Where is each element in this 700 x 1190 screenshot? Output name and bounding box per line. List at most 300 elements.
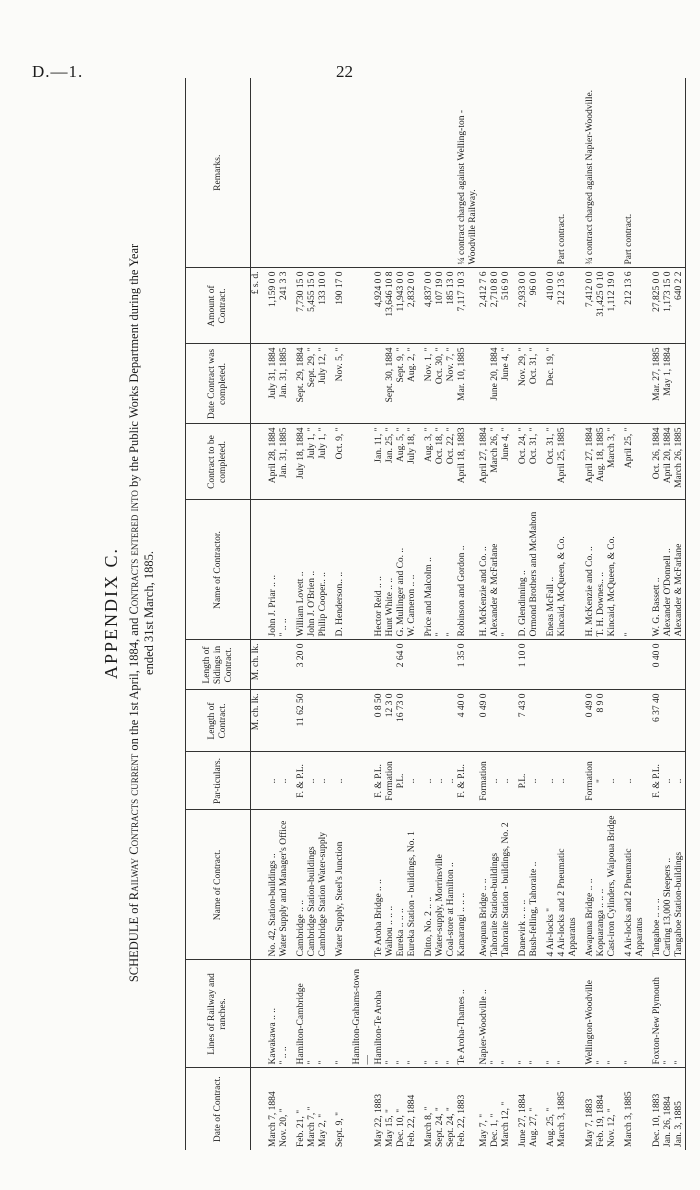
col-amount: Amount of Contract. [186, 268, 251, 344]
cell-sid [540, 640, 557, 690]
cell-contractor: Philip Cooper.. .. [318, 500, 329, 640]
cell-name: Water-supply, Morrinsville [435, 810, 446, 960]
table-row [479, 78, 490, 1150]
cell-date: Sept. 24, " [435, 1107, 445, 1147]
cell-amount [346, 268, 374, 344]
cell-lines: Wellington-Woodville [579, 960, 596, 1068]
col-date: Date of Contract. [186, 1068, 251, 1150]
cell-date: Jan. 3, 1885 [674, 1068, 686, 1150]
cell-len: 11 62 50 [290, 690, 307, 752]
cell-remarks [418, 78, 435, 268]
cell-date: March 7, 1884 [268, 1091, 278, 1147]
cell-len [618, 690, 646, 752]
cell-lines: Napier-Woodville .. [479, 960, 490, 1068]
cell-tbc: Jan. 11, " [374, 424, 385, 500]
cell-date: Aug. 25, " [546, 1107, 556, 1147]
cell-lines: " [418, 960, 435, 1068]
cell-sid: 1 35 0 [457, 640, 479, 690]
cell-contractor: H. McKenzie and Co. .. [579, 500, 596, 640]
table-row [490, 78, 501, 1150]
cell-sid [262, 640, 279, 690]
cell-remarks [540, 78, 557, 268]
cell-remarks [501, 78, 512, 268]
cell-contractor [251, 500, 263, 640]
table-row [329, 78, 346, 1150]
cell-part [346, 752, 374, 810]
cell-lines: " [318, 960, 329, 1068]
cell-remarks [262, 78, 279, 268]
schedule-subtitle: SCHEDULE of Railway Contracts current on the 1st April, 1884, and Contracts entered into by the Public Works Department during the Year [127, 243, 141, 983]
cell-sid [579, 640, 596, 690]
table-row [596, 78, 607, 1150]
cell-remarks [307, 78, 318, 268]
cell-sid: 2 64 0 [396, 640, 407, 690]
cell-date: Dec. 10, 1883 [652, 1093, 662, 1147]
cell-part: .. [329, 752, 346, 810]
cell-amount: 212 13 6 [557, 268, 579, 344]
cell-part: .. [663, 752, 674, 810]
cell-date: May 15, " [385, 1109, 395, 1147]
rotated-page [100, 74, 684, 1152]
cell-done: Mar. 10, 1885 [457, 344, 479, 424]
cell-amount: 27,825 0 0 [646, 268, 663, 344]
cell-contractor: D. Glendinning .. [512, 500, 529, 640]
cell-lines: " [307, 960, 318, 1068]
cell-amount: 516 9 0 [501, 268, 512, 344]
cell-remarks [490, 78, 501, 268]
cell-done: Nov. 5, " [329, 344, 346, 424]
cell-lines: Te Aroha-Thames .. [457, 960, 479, 1068]
cell-part: Formation [579, 752, 596, 810]
cell-sid [346, 640, 374, 690]
cell-part: .. [407, 752, 418, 810]
cell-tbc: March 26, " [490, 424, 501, 500]
table-row [307, 78, 318, 1150]
cell-lines: " [596, 960, 607, 1068]
cell-date: Feb. 22, 1884 [407, 1094, 417, 1147]
cell-sid [279, 640, 290, 690]
cell-part: .. [318, 752, 329, 810]
cell-done: May 1, 1884 [663, 344, 674, 424]
cell-done [618, 344, 646, 424]
cell-remarks [385, 78, 396, 268]
cell-contractor: Alexander O'Donnell .. [663, 500, 674, 640]
cell-sid [374, 640, 385, 690]
cell-contractor: H. McKenzie and Co. .. [479, 500, 490, 640]
cell-len [435, 690, 446, 752]
cell-name: Coal-store at Hamilton .. [446, 810, 457, 960]
cell-done [251, 344, 263, 424]
cell-remarks [446, 78, 457, 268]
cell-amount: 133 10 0 [318, 268, 329, 344]
cell-done: June 4, " [501, 344, 512, 424]
cell-tbc: Oct. 31, " [529, 424, 540, 500]
cell-done: Sept. 30, 1884 [385, 344, 396, 424]
cell-contractor: " .. .. [279, 500, 290, 640]
cell-done: Dec. 19, " [540, 344, 557, 424]
cell-contractor: " [446, 500, 457, 640]
cell-remarks [674, 78, 686, 268]
cell-contractor: John J. O'Brien .. [307, 500, 318, 640]
cell-remarks: ¾ contract charged against Napier-Woodville. [579, 78, 596, 268]
cell-name: Tahoraite Station - buildings, No. 2 [501, 810, 512, 960]
cell-sid: 1 10 0 [512, 640, 529, 690]
cell-contractor: Kincaid, McQueen, & Co. [557, 500, 579, 640]
cell-amount: 5,455 15 0 [307, 268, 318, 344]
cell-part: .. [279, 752, 290, 810]
cell-done: Oct. 31, " [529, 344, 540, 424]
table-row [646, 78, 663, 1150]
table-row [674, 78, 686, 1150]
cell-date: Feb. 22, 1883 [457, 1094, 467, 1147]
cell-date: May 7, 1883 [585, 1098, 595, 1147]
cell-part: F. & P.L. [457, 752, 479, 810]
cell-tbc: Aug. 5, " [396, 424, 407, 500]
cell-len: M. ch. lk. [251, 690, 263, 752]
schedule-subtitle-line2: ended 31st March, 1885. [142, 551, 156, 675]
col-sidings: Length of Sidings in Contract. [186, 640, 251, 690]
cell-len [501, 690, 512, 752]
cell-part: .. [262, 752, 279, 810]
cell-tbc: June 4, " [501, 424, 512, 500]
cell-part: .. [418, 752, 435, 810]
cell-contractor: W. G. Bassett .. [646, 500, 663, 640]
cell-amount: 4,924 0 0 [374, 268, 385, 344]
cell-tbc: March 3, " [607, 424, 618, 500]
cell-part: P.L. [396, 752, 407, 810]
table-row [407, 78, 418, 1150]
cell-contractor: Alexander & McFarlane [674, 500, 686, 640]
cell-lines: Foxton-New Plymouth [646, 960, 663, 1068]
cell-name: Bush-felling, Tahoraite .. [529, 810, 540, 960]
cell-tbc [346, 424, 374, 500]
cell-done [579, 344, 596, 424]
cell-amount: 107 19 0 [435, 268, 446, 344]
cell-name: Awapuna Bridge .. .. [579, 810, 596, 960]
table-row [435, 78, 446, 1150]
cell-date: Nov. 12, " [607, 1108, 617, 1147]
cell-len [490, 690, 501, 752]
cell-contractor: W. Cameron .. .. [407, 500, 418, 640]
cell-part: F. & P.L. [290, 752, 307, 810]
cell-done [674, 344, 686, 424]
table-row [346, 78, 374, 1150]
cell-sid [663, 640, 674, 690]
cell-contractor: Robinson and Gordon .. [457, 500, 479, 640]
table-row [607, 78, 618, 1150]
table-row [457, 78, 479, 1150]
cell-date: Aug. 27, " [529, 1107, 539, 1147]
cell-remarks [512, 78, 529, 268]
cell-name: Te Aroha Bridge .. .. [374, 810, 385, 960]
cell-amount: 241 3 3 [279, 268, 290, 344]
cell-tbc [251, 424, 263, 500]
cell-name: Cambridge Station-buildings [307, 810, 318, 960]
cell-amount: 4,837 0 0 [418, 268, 435, 344]
cell-amount: 7,412 0 0 [579, 268, 596, 344]
cell-date: Sept. 9, " [335, 1111, 345, 1147]
cell-done: Jan. 31, 1885 [279, 344, 290, 424]
cell-contractor: Hunt White .. .. [385, 500, 396, 640]
cell-amount: 11,943 0 0 [396, 268, 407, 344]
cell-remarks: Part contract. [557, 78, 579, 268]
cell-name: 4 Air-locks " [540, 810, 557, 960]
cell-contractor: " [435, 500, 446, 640]
cell-sid [435, 640, 446, 690]
cell-tbc: April 20, 1884 [663, 424, 674, 500]
cell-part: .. [557, 752, 579, 810]
cell-tbc: July 1, " [318, 424, 329, 500]
cell-lines: " [490, 960, 501, 1068]
cell-len [674, 690, 686, 752]
cell-amount: 640 2 2 [674, 268, 686, 344]
cell-lines: " .. .. [279, 960, 290, 1068]
cell-sid [501, 640, 512, 690]
cell-amount: 31,425 0 10 [596, 268, 607, 344]
cell-date: March 3, 1885 [557, 1091, 567, 1147]
cell-lines: " [540, 960, 557, 1068]
cell-tbc: March 26, 1885 [674, 424, 686, 500]
cell-done: Nov. 1, " [418, 344, 435, 424]
cell-name: Awapuna Bridge .. .. [479, 810, 490, 960]
cell-name: Tangahoe .. .. .. [646, 810, 663, 960]
cell-len [407, 690, 418, 752]
cell-done: June 20, 1884 [490, 344, 501, 424]
table-row [290, 78, 307, 1150]
cell-amount: 2,933 0 0 [512, 268, 529, 344]
cell-lines: Hamilton-Te Aroha [374, 960, 385, 1068]
cell-sid [529, 640, 540, 690]
cell-len [329, 690, 346, 752]
cell-len: 0 49 0 [579, 690, 596, 752]
cell-amount: 7,117 10 3 [457, 268, 479, 344]
cell-done: Mar. 27, 1885 [646, 344, 663, 424]
cell-date: Dec. 1, " [490, 1113, 500, 1147]
cell-len [279, 690, 290, 752]
cell-tbc: Oct. 18, " [435, 424, 446, 500]
cell-date: Jan. 26, 1884 [663, 1096, 673, 1147]
cell-amount: 1,159 0 0 [262, 268, 279, 344]
cell-len: 0 8 50 [374, 690, 385, 752]
cell-contractor: Hector Reid .. .. [374, 500, 385, 640]
cell-contractor: G. Mullinger and Co. .. [396, 500, 407, 640]
cell-sid [329, 640, 346, 690]
cell-date: Feb. 21, " [296, 1109, 306, 1147]
cell-len: 4 40 0 [457, 690, 479, 752]
cell-date: May 22, 1883 [374, 1093, 384, 1147]
cell-date: March 8, " [424, 1106, 434, 1147]
cell-len [529, 690, 540, 752]
cell-remarks [607, 78, 618, 268]
cell-contractor: " [618, 500, 646, 640]
cell-name: Kamarangi .. .. .. [457, 810, 479, 960]
cell-tbc: Aug. 18, 1885 [596, 424, 607, 500]
title-block [100, 74, 184, 1152]
cell-contractor: William Lovett .. [290, 500, 307, 640]
col-remarks: Remarks. [186, 78, 251, 268]
table-row [663, 78, 674, 1150]
table-row [501, 78, 512, 1150]
cell-sid: 3 20 0 [290, 640, 307, 690]
cell-contractor: Ormond Brothers and McMahon [529, 500, 540, 640]
cell-amount: 2,832 0 0 [407, 268, 418, 344]
cell-part: " [596, 752, 607, 810]
cell-len [418, 690, 435, 752]
cell-done: Aug. 2, " [407, 344, 418, 424]
cell-lines: Hamilton-Grahams-town— [346, 960, 374, 1068]
cell-part: .. [446, 752, 457, 810]
page-number: 22 [336, 62, 353, 81]
cell-tbc: April 25, 1885 [557, 424, 579, 500]
cell-contractor [346, 500, 374, 640]
cell-sid: M. ch. lk. [251, 640, 263, 690]
cell-lines: " [446, 960, 457, 1068]
cell-tbc: April 18, 1883 [457, 424, 479, 500]
cell-lines: Kawakawa .. .. [262, 960, 279, 1068]
cell-len [607, 690, 618, 752]
cell-done: July 31, 1884 [262, 344, 279, 424]
cell-date: Sept. 24, " [446, 1107, 456, 1147]
cell-amount: 2,710 8 0 [490, 268, 501, 344]
cell-date: March 7, " [307, 1106, 317, 1147]
cell-done [479, 344, 490, 424]
table-header-row [186, 78, 251, 1150]
cell-name: Water Supply, Steel's Junction [329, 810, 346, 960]
cell-tbc: Oct. 22, " [446, 424, 457, 500]
cell-remarks [396, 78, 407, 268]
cell-remarks [646, 78, 663, 268]
cell-tbc: April 28, 1884 [262, 424, 279, 500]
col-to-be-completed: Contract to be completed. [186, 424, 251, 500]
cell-date: May 7, " [479, 1113, 489, 1147]
cell-amount: 13,646 10 8 [385, 268, 396, 344]
cell-remarks [407, 78, 418, 268]
cell-date: Dec. 10, " [396, 1108, 406, 1147]
cell-remarks [596, 78, 607, 268]
cell-tbc: Jan. 25, " [385, 424, 396, 500]
cell-len: 16 73 0 [396, 690, 407, 752]
col-contractor: Name of Contractor. [186, 500, 251, 640]
cell-remarks [290, 78, 307, 268]
table-row [512, 78, 529, 1150]
cell-name: 4 Air-locks and 2 Pneumatic Apparatus [557, 810, 579, 960]
cell-sid [418, 640, 435, 690]
cell-date [251, 1068, 263, 1150]
cell-name: Cast-iron Cylinders, Waipoua Bridge [607, 810, 618, 960]
cell-part: .. [607, 752, 618, 810]
cell-sid [618, 640, 646, 690]
cell-sid [407, 640, 418, 690]
cell-done [557, 344, 579, 424]
cell-len: 0 49 0 [479, 690, 490, 752]
cell-name: Tangahoe Station-buildings [674, 810, 686, 960]
cell-tbc: Oct. 24, " [512, 424, 529, 500]
cell-name: Water Supply and Manager's Office [279, 810, 290, 960]
cell-tbc: April 27, 1884 [479, 424, 490, 500]
cell-done: Sept. 9, " [396, 344, 407, 424]
cell-sid [385, 640, 396, 690]
cell-part: .. [529, 752, 540, 810]
cell-contractor: D. Henderson.. .. [329, 500, 346, 640]
col-lines: Lines of Railway and ranches. [186, 960, 251, 1068]
cell-sid [490, 640, 501, 690]
cell-done: Nov. 7, " [446, 344, 457, 424]
cell-len [540, 690, 557, 752]
cell-date: May 2, " [318, 1113, 328, 1147]
cell-tbc: Aug. 3, " [418, 424, 435, 500]
document-reference: D.—1. [32, 62, 84, 81]
cell-tbc: July 18, 1884 [290, 424, 307, 500]
col-name: Name of Contract. [186, 810, 251, 960]
cell-contractor: " [501, 500, 512, 640]
table-row [579, 78, 596, 1150]
cell-remarks: Part contract. [618, 78, 646, 268]
cell-lines: Hamilton-Cambridge [290, 960, 307, 1068]
cell-len: 6 37 40 [646, 690, 663, 752]
cell-name: Eureka .. .. .. [396, 810, 407, 960]
cell-name: Carting 13,000 Sleepers .. [663, 810, 674, 960]
cell-part: .. [501, 752, 512, 810]
table-row [618, 78, 646, 1150]
cell-lines: " [407, 960, 418, 1068]
cell-contractor: John J. Priar .. .. [262, 500, 279, 640]
cell-amount: 96 0 0 [529, 268, 540, 344]
table-row [251, 78, 263, 1150]
cell-name: Kopuaranga .. .. .. [596, 810, 607, 960]
cell-sid: 0 40 0 [646, 640, 663, 690]
cell-done [596, 344, 607, 424]
cell-part: .. [674, 752, 686, 810]
cell-amount: 410 0 0 [540, 268, 557, 344]
cell-part: .. [307, 752, 318, 810]
cell-done [346, 344, 374, 424]
table-row [279, 78, 290, 1150]
cell-name: Danevirk .. .. .. [512, 810, 529, 960]
cell-date: March 12, " [501, 1101, 511, 1147]
cell-done: July 12, " [318, 344, 329, 424]
cell-contractor: Kincaid, McQueen, & Co. [607, 500, 618, 640]
table-row [418, 78, 435, 1150]
cell-lines: " [501, 960, 512, 1068]
cell-sid [446, 640, 457, 690]
cell-name: Cambridge .. .. [290, 810, 307, 960]
cell-name: No. 42, Station-buildings .. [262, 810, 279, 960]
appendix-title: APPENDIX C. [101, 547, 121, 680]
cell-lines: " [435, 960, 446, 1068]
cell-len [663, 690, 674, 752]
cell-amount: 1,173 15 0 [663, 268, 674, 344]
cell-remarks [318, 78, 329, 268]
cell-name: Cambridge Station Water-supply [318, 810, 329, 960]
cell-part: .. [618, 752, 646, 810]
cell-contractor: Alexander & McFarlane [490, 500, 501, 640]
cell-done [607, 344, 618, 424]
table-row [557, 78, 579, 1150]
cell-date: June 27, 1884 [518, 1093, 528, 1147]
cell-name: Eureka Station - buildings, No. 1 [407, 810, 418, 960]
cell-done: Sept. 29, 1884 [290, 344, 307, 424]
cell-tbc: Jan. 31, 1885 [279, 424, 290, 500]
cell-name: Waihou .. .. .. [385, 810, 396, 960]
cell-remarks [329, 78, 346, 268]
cell-amount: 185 13 0 [446, 268, 457, 344]
cell-len: 8 9 0 [596, 690, 607, 752]
cell-remarks [479, 78, 490, 268]
cell-tbc: April 25, " [618, 424, 646, 500]
cell-sid [318, 640, 329, 690]
cell-part: .. [540, 752, 557, 810]
cell-date: Feb. 19, 1884 [596, 1094, 606, 1147]
